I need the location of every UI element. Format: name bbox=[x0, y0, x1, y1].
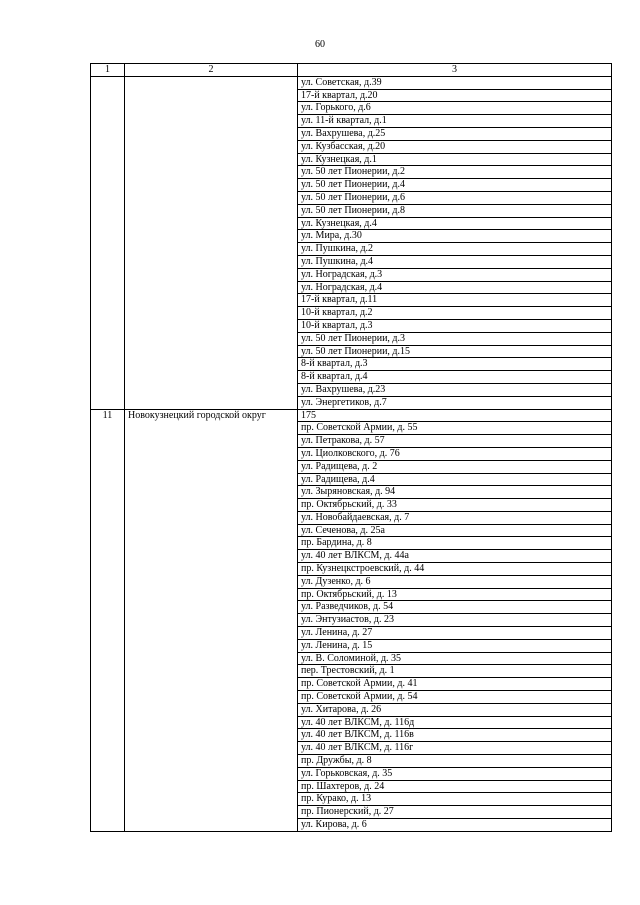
address-cell: ул. Вахрушева, д.25 bbox=[298, 127, 612, 140]
address-cell: ул. Новобайдаевская, д. 7 bbox=[298, 511, 612, 524]
address-cell: пр. Курако, д. 13 bbox=[298, 793, 612, 806]
address-cell: ул. Кузнецкая, д.4 bbox=[298, 217, 612, 230]
address-cell: ул. Кузбасская, д.20 bbox=[298, 140, 612, 153]
address-cell: ул. Ленина, д. 27 bbox=[298, 627, 612, 640]
address-cell: 8-й квартал, д.3 bbox=[298, 358, 612, 371]
address-cell: пр. Советской Армии, д. 41 bbox=[298, 678, 612, 691]
address-cell: ул. 40 лет ВЛКСМ, д. 116в bbox=[298, 729, 612, 742]
address-cell: ул. 50 лет Пионерии, д.4 bbox=[298, 179, 612, 192]
address-cell: пр. Кузнецкстроевский, д. 44 bbox=[298, 563, 612, 576]
row-number-cell bbox=[91, 76, 125, 409]
address-cell: ул. Радищева, д.4 bbox=[298, 473, 612, 486]
address-cell: ул. 50 лет Пионерии, д.2 bbox=[298, 166, 612, 179]
address-cell: ул. Пушкина, д.2 bbox=[298, 243, 612, 256]
address-cell: ул. Ноградская, д.4 bbox=[298, 281, 612, 294]
address-cell: ул. Дузенко, д. 6 bbox=[298, 575, 612, 588]
address-cell: ул. 50 лет Пионерии, д.6 bbox=[298, 191, 612, 204]
address-cell: ул. 50 лет Пионерии, д.15 bbox=[298, 345, 612, 358]
address-cell: пер. Трестовский, д. 1 bbox=[298, 665, 612, 678]
address-cell: ул. Горького, д.6 bbox=[298, 102, 612, 115]
address-cell: ул. Горьковская, д. 35 bbox=[298, 767, 612, 780]
address-cell: пр. Октябрьский, д. 33 bbox=[298, 499, 612, 512]
address-cell: ул. Радищева, д. 2 bbox=[298, 460, 612, 473]
address-cell: пр. Октябрьский, д. 13 bbox=[298, 588, 612, 601]
row-number-cell: 11 bbox=[91, 409, 125, 831]
address-cell: 8-й квартал, д.4 bbox=[298, 371, 612, 384]
municipality-cell: Новокузнецкий городской округ bbox=[125, 409, 298, 831]
address-cell: 10-й квартал, д.2 bbox=[298, 307, 612, 320]
address-cell: ул. Пушкина, д.4 bbox=[298, 255, 612, 268]
address-cell: ул. Хитарова, д. 26 bbox=[298, 703, 612, 716]
address-cell: пр. Пионерский, д. 27 bbox=[298, 806, 612, 819]
table-body bbox=[91, 76, 612, 831]
table-row bbox=[91, 409, 612, 422]
page-number: 60 bbox=[315, 39, 325, 50]
address-cell: ул. 11-й квартал, д.1 bbox=[298, 115, 612, 128]
address-cell: пр. Советской Армии, д. 54 bbox=[298, 691, 612, 704]
address-cell: ул. Ноградская, д.3 bbox=[298, 268, 612, 281]
address-cell: ул. Циолковского, д. 76 bbox=[298, 447, 612, 460]
column-header-2: 2 bbox=[125, 64, 298, 77]
address-cell: 17-й квартал, д.20 bbox=[298, 89, 612, 102]
municipality-cell bbox=[125, 76, 298, 409]
address-cell: пр. Советской Армии, д. 55 bbox=[298, 422, 612, 435]
address-cell: ул. Советская, д.39 bbox=[298, 76, 612, 89]
column-header-1: 1 bbox=[91, 64, 125, 77]
address-table bbox=[90, 63, 612, 832]
address-cell: пр. Бардина, д. 8 bbox=[298, 537, 612, 550]
address-cell: ул. Энергетиков, д.7 bbox=[298, 396, 612, 409]
address-cell: 17-й квартал, д.11 bbox=[298, 294, 612, 307]
address-cell: ул. Энтузиастов, д. 23 bbox=[298, 614, 612, 627]
address-cell: ул. Мира, д.30 bbox=[298, 230, 612, 243]
table-header-row bbox=[91, 64, 612, 77]
column-header-3: 3 bbox=[298, 64, 612, 77]
address-cell: ул. Кирова, д. 6 bbox=[298, 819, 612, 832]
address-cell: ул. 40 лет ВЛКСМ, д. 44а bbox=[298, 550, 612, 563]
address-cell: ул. Разведчиков, д. 54 bbox=[298, 601, 612, 614]
address-cell: ул. Зыряновская, д. 94 bbox=[298, 486, 612, 499]
address-cell: ул. Петракова, д. 57 bbox=[298, 435, 612, 448]
address-cell: ул. 50 лет Пионерии, д.3 bbox=[298, 332, 612, 345]
address-cell: пр. Шахтеров, д. 24 bbox=[298, 780, 612, 793]
address-cell: ул. 50 лет Пионерии, д.8 bbox=[298, 204, 612, 217]
address-cell: ул. В. Соломиной, д. 35 bbox=[298, 652, 612, 665]
address-cell: ул. Кузнецкая, д.1 bbox=[298, 153, 612, 166]
address-cell: ул. 40 лет ВЛКСМ, д. 116д bbox=[298, 716, 612, 729]
address-cell: пр. Дружбы, д. 8 bbox=[298, 755, 612, 768]
table-row bbox=[91, 76, 612, 89]
address-cell: 10-й квартал, д.3 bbox=[298, 319, 612, 332]
address-cell: ул. Вахрушева, д.23 bbox=[298, 383, 612, 396]
address-cell: ул. Сеченова, д. 25а bbox=[298, 524, 612, 537]
address-cell: 175 bbox=[298, 409, 612, 422]
address-cell: ул. Ленина, д. 15 bbox=[298, 639, 612, 652]
address-cell: ул. 40 лет ВЛКСМ, д. 116г bbox=[298, 742, 612, 755]
